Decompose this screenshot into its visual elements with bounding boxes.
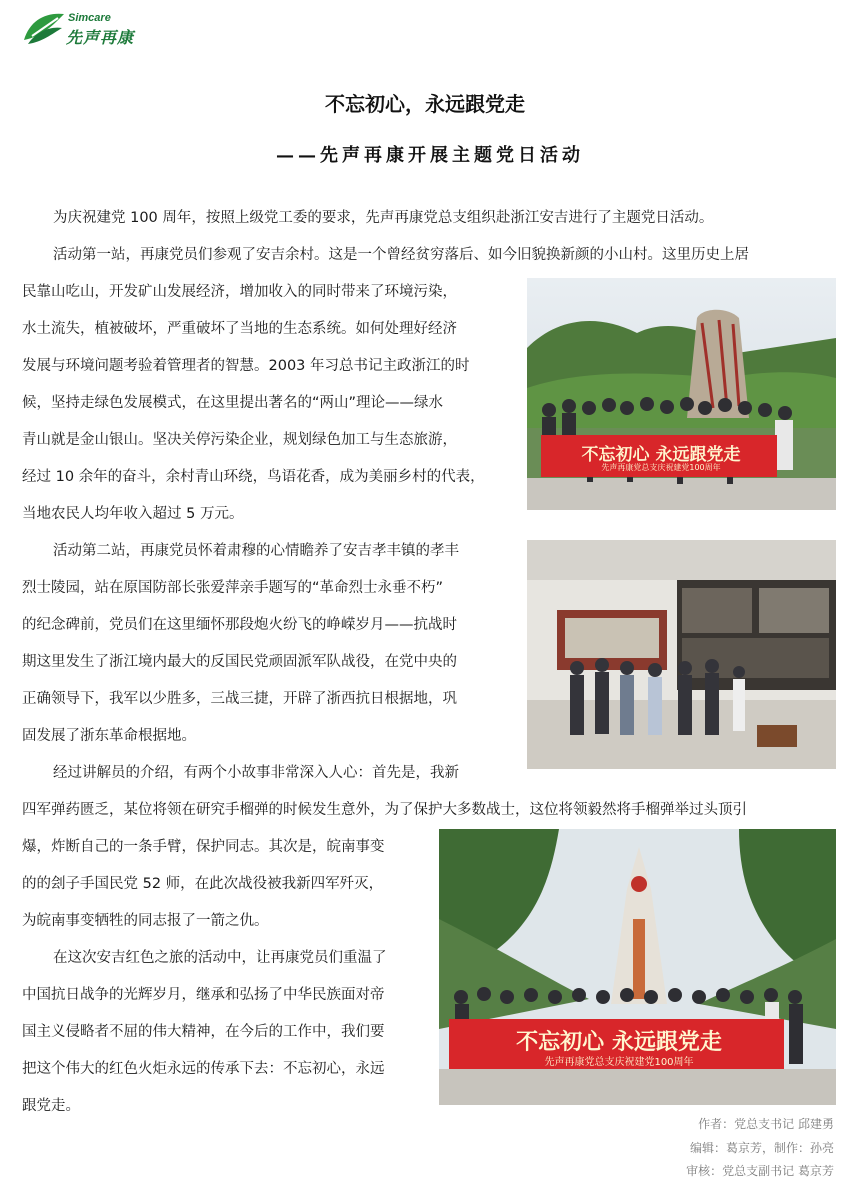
credit-reviewer: 审核：党总支副书记 葛京芳 <box>686 1164 834 1178</box>
photo1-banner-sub: 先声再康党总支庆祝建党100周年 <box>601 463 721 472</box>
article-subtitle: ——先声再康开展主题党日活动 <box>276 145 584 166</box>
text-line: 正确领导下，我军以少胜多，三战三捷，开辟了浙西抗日根据地，巩 <box>22 691 457 707</box>
text-line: 发展与环境问题考验着管理者的智慧。2003 年习总书记主政浙江的时 <box>22 358 470 374</box>
text-line: 固发展了浙东革命根据地。 <box>22 728 196 744</box>
photo3-banner-sub: 先声再康党总支庆祝建党100周年 <box>544 1057 694 1068</box>
text-line: 活动第二站，再康党员怀着肃穆的心情瞻养了安吉孝丰镇的孝丰 <box>53 543 459 559</box>
text-line: 国主义侵略者不屈的伟大精神，在今后的工作中，我们要 <box>22 1024 385 1040</box>
text-line: 期这里发生了浙江境内最大的反国民党顽固派军队战役，在党中央的 <box>22 654 457 670</box>
text-line: 在这次安吉红色之旅的活动中，让再康党员们重温了 <box>53 950 387 966</box>
photo1-banner-text: 不忘初心 永远跟党走 <box>581 445 741 465</box>
photo-monument-group <box>439 829 836 1105</box>
text-line: 为庆祝建党 100 周年，按照上级党工委的要求，先声再康党总支组织赴浙江安吉进行了主题党日活动。 <box>53 210 714 226</box>
credit-editor: 编辑：葛京芳，制作：孙亮 <box>689 1141 834 1155</box>
leaf-logo-icon <box>22 10 66 48</box>
text-line: 候，坚持走绿色发展模式，在这里提出著名的“两山”理论——绿水 <box>22 395 444 411</box>
text-line: 青山就是金山银山。坚决关停污染企业，规划绿色加工与生态旅游， <box>22 432 457 448</box>
text-line: 活动第一站，再康党员们参观了安吉余村。这是一个曾经贫穷落后、如今旧貌换新颜的小山村。这里历史上居 <box>53 247 749 263</box>
text-line: 中国抗日战争的光辉岁月，继承和弘扬了中华民族面对帝 <box>22 987 385 1003</box>
logo-brand-cn: 先声再康 <box>66 28 135 47</box>
text-line: 为皖南事变牺牲的同志报了一箭之仇。 <box>22 913 269 929</box>
text-line: 爆，炸断自己的一条手臂，保护同志。其次是，皖南事变 <box>22 839 385 855</box>
text-line: 的的刽子手国民党 52 师，在此次战役被我新四军歼灭， <box>22 876 384 892</box>
text-line: 水土流失，植被破坏，严重破坏了当地的生态系统。如何处理好经济 <box>22 321 457 337</box>
text-line: 烈士陵园，站在原国防部长张爱萍亲手题写的“革命烈士永垂不朽” <box>22 580 444 596</box>
text-line: 经过 10 余年的奋斗，余村青山环绕，鸟语花香，成为美丽乡村的代表， <box>22 469 485 485</box>
photo-yucun-group <box>527 278 836 510</box>
article-title: 不忘初心，永远跟党走 <box>325 92 525 116</box>
text-line: 民靠山吃山，开发矿山发展经济，增加收入的同时带来了环境污染， <box>22 284 457 300</box>
text-line: 跟党走。 <box>22 1098 80 1114</box>
simcare-logo <box>22 8 147 50</box>
photo3-banner-text: 不忘初心 永远跟党走 <box>516 1030 722 1055</box>
text-line: 的纪念碑前，党员们在这里缅怀那段炮火纷飞的峥嵘岁月——抗战时 <box>22 617 457 633</box>
text-line: 当地农民人均年收入超过 5 万元。 <box>22 506 244 522</box>
logo-brand-en: Simcare <box>68 12 111 24</box>
text-line: 经过讲解员的介绍，有两个小故事非常深入人心：首先是，我新 <box>53 765 459 781</box>
photo-memorial-hall <box>527 540 836 769</box>
credit-author: 作者：党总支书记 邱建勇 <box>698 1117 834 1131</box>
text-line: 把这个伟大的红色火炬永远的传承下去：不忘初心，永远 <box>22 1061 385 1077</box>
text-line: 四军弹药匮乏，某位将领在研究手榴弹的时候发生意外，为了保护大多数战士，这位将领毅然将手榴弹举过头顶引 <box>22 802 747 818</box>
